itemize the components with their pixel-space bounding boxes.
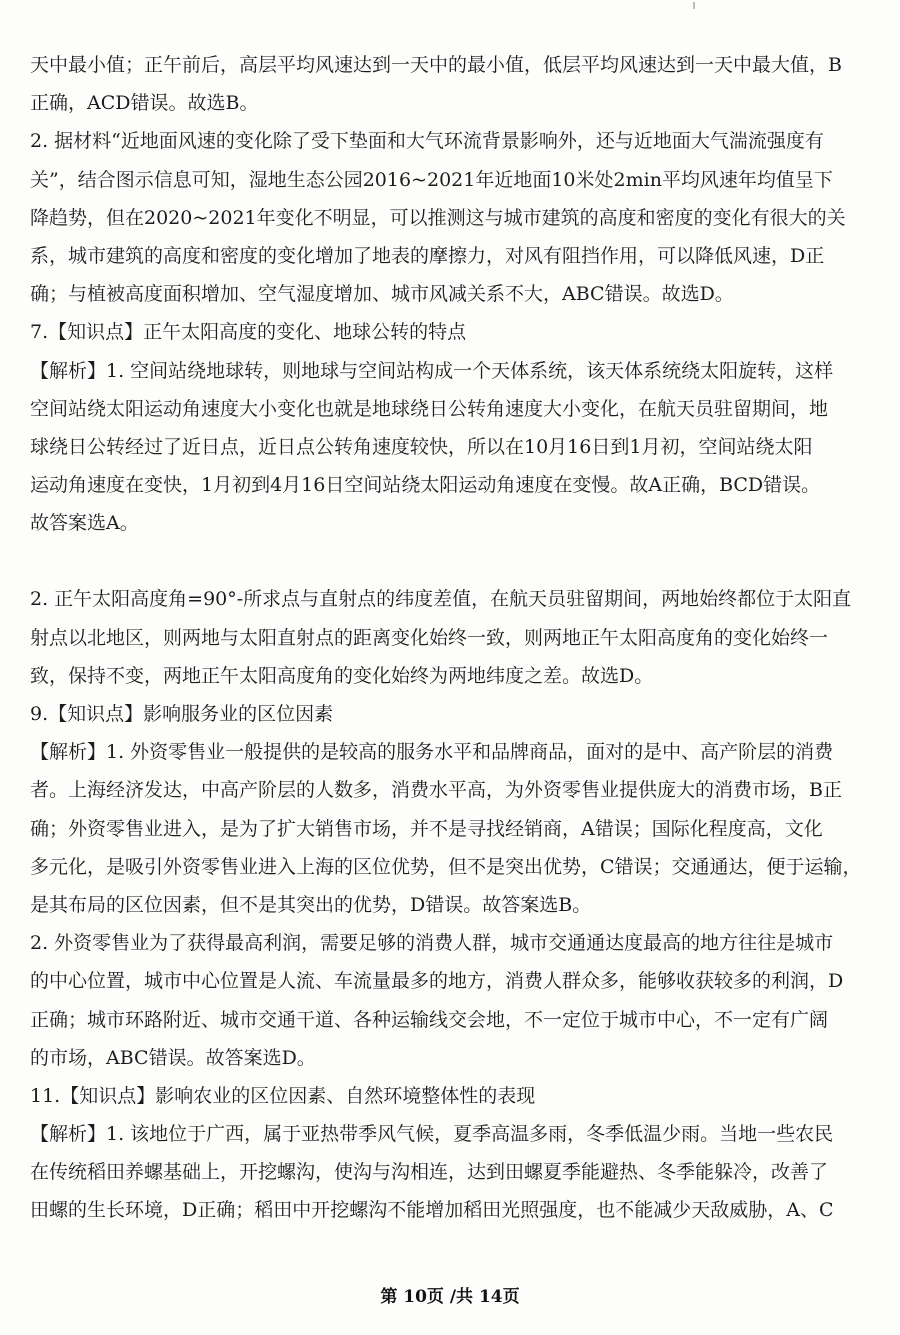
text-line: 确；外资零售业进入，是为了扩大销售市场，并不是寻找经销商，A错误；国际化程度高，文化 — [30, 817, 823, 840]
text-line: 【解析】1. 该地位于广西，属于亚热带季风气候，夏季高温多雨，冬季低温少雨。当地一些农民 — [30, 1123, 834, 1146]
text-line: 【解析】1. 外资零售业一般提供的是较高的服务水平和品牌商品，面对的是中、高产阶层的消费 — [30, 741, 834, 764]
text-line: 确；与植被高度面积增加、空气湿度增加、城市风减关系不大，ABC错误。故选D。 — [30, 283, 734, 306]
text-line: 在传统稻田养螺基础上，开挖螺沟，使沟与沟相连，达到田螺夏季能避热、冬季能躲冷，改善了 — [30, 1161, 829, 1184]
text-line: 的中心位置，城市中心位置是人流、车流量最多的地方，消费人群众多，能够收获较多的利润，D — [30, 970, 844, 993]
text-line: 运动角速度在变快，1月初到4月16日空间站绕太阳运动角速度在变慢。故A正确，BCD错误。 — [30, 474, 821, 497]
scan-mark — [693, 2, 695, 9]
text-line: 2. 据材料“近地面风速的变化除了受下垫面和大气环流背景影响外，还与近地面大气湍流强度有 — [30, 130, 824, 153]
text-line: 多元化，是吸引外资零售业进入上海的区位优势，但不是突出优势，C错误；交通通达，便于运输， — [30, 855, 862, 878]
text-line: 正确；城市环路附近、城市交通干道、各种运输线交会地，不一定位于城市中心，不一定有广阔 — [30, 1008, 829, 1031]
text-line: 关”，结合图示信息可知，湿地生态公园2016~2021年近地面10米处2min平均风速年均值呈下 — [30, 168, 833, 191]
page-number-footer: 第 10页 /共 14页 — [380, 1287, 520, 1307]
question-7-knowledge-point: 7.【知识点】正午太阳高度的变化、地球公转的特点 — [30, 321, 467, 344]
text-line: 系，城市建筑的高度和密度的变化增加了地表的摩擦力，对风有阻挡作用，可以降低风速，D正 — [30, 244, 825, 267]
text-line: 致，保持不变，两地正午太阳高度角的变化始终为两地纬度之差。故选D。 — [30, 664, 654, 687]
question-9-knowledge-point: 9.【知识点】影响服务业的区位因素 — [30, 703, 334, 725]
text-line: 者。上海经济发达，中高产阶层的人数多，消费水平高，为外资零售业提供庞大的消费市场，B正 — [30, 779, 842, 802]
text-line: 正确，ACD错误。故选B。 — [30, 92, 259, 115]
text-line: 空间站绕太阳运动角速度大小变化也就是地球绕日公转角速度大小变化，在航天员驻留期间，地 — [30, 397, 829, 420]
text-line: 故答案选A。 — [30, 512, 139, 535]
question-11-knowledge-point: 11.【知识点】影响农业的区位因素、自然环境整体性的表现 — [30, 1084, 536, 1107]
text-line: 2. 正午太阳高度角=90°-所求点与直射点的纬度差值，在航天员驻留期间，两地始终都位于太阳直 — [30, 588, 852, 611]
text-line: 是其布局的区位因素，但不是其突出的优势，D错误。故答案选B。 — [30, 893, 592, 916]
text-line: 天中最小值；正午前后，高层平均风速达到一天中的最小值，低层平均风速达到一天中最大值，B — [30, 54, 842, 76]
blank-line — [30, 542, 875, 580]
text-line: 【解析】1. 空间站绕地球转，则地球与空间站构成一个天体系统，该天体系统绕太阳旋转，这样 — [30, 359, 834, 382]
answer-text-body — [30, 46, 875, 1230]
text-line: 降趋势，但在2020~2021年变化不明显，可以推测这与城市建筑的高度和密度的变化有很大的关 — [30, 206, 846, 229]
text-line: 2. 外资零售业为了获得最高利润，需要足够的消费人群，城市交通通达度最高的地方往往是城市 — [30, 932, 834, 955]
text-line: 田螺的生长环境，D正确；稻田中开挖螺沟不能增加稻田光照强度，也不能减少天敌威胁，A、C — [30, 1199, 834, 1222]
text-line: 的市场，ABC错误。故答案选D。 — [30, 1046, 316, 1069]
text-line: 射点以北地区，则两地与太阳直射点的距离变化始终一致，则两地正午太阳高度角的变化始终一 — [30, 626, 829, 649]
text-line: 球绕日公转经过了近日点，近日点公转角速度较快，所以在10月16日到1月初，空间站绕太阳 — [30, 435, 813, 458]
